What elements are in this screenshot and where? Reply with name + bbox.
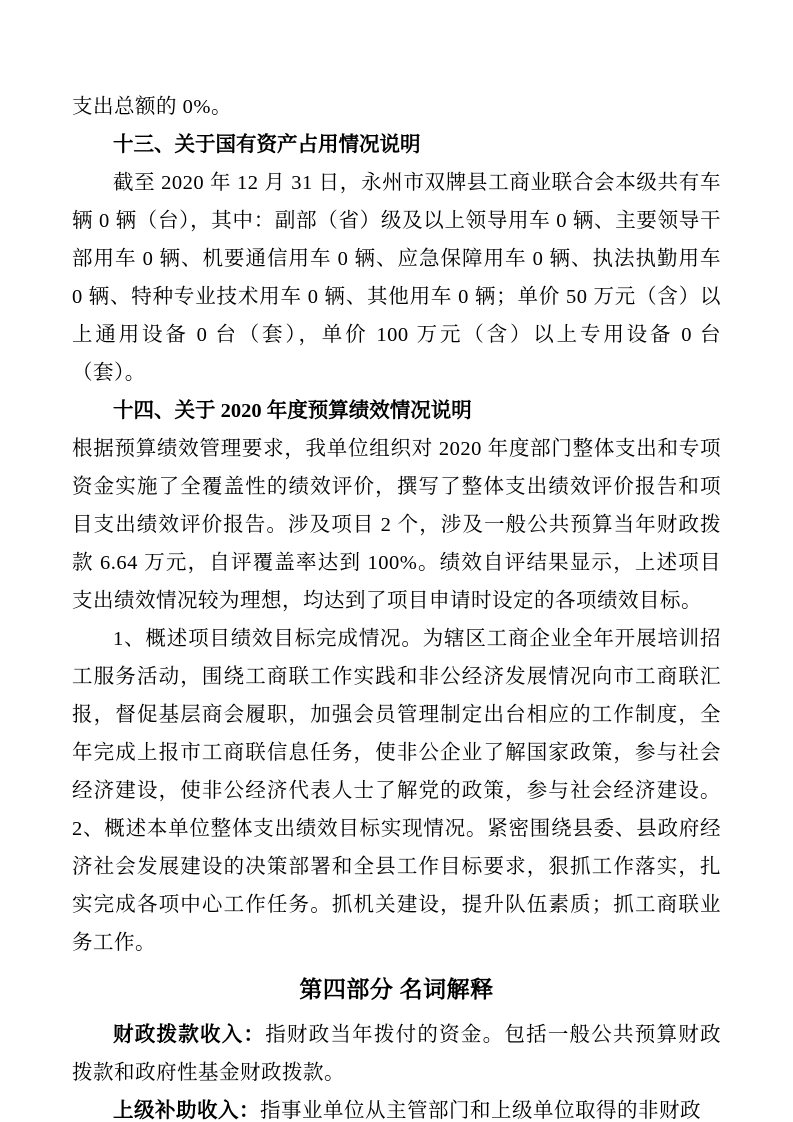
definition-superior-subsidy-income — [72, 1092, 721, 1122]
definition-term: 财政拨款收入： — [113, 1024, 266, 1046]
paragraph-continuation: 支出总额的 0%。 — [72, 96, 232, 118]
paragraph-performance-overview: 根据预算绩效管理要求，我单位组织对 2020 年度部门整体支出和专项资金实施了全覆盖性的绩效评价，撰写了整体支出绩效评价报告和项目支出绩效评价报告。涉及项目 2 个，涉及一般公共预算当年财政拨款 6.64 万元，自评覆盖率达到 100%。绩效自评结果显示，上述项目支出绩效情况较为理想，均达到了项目申请时设定的各项绩效目标。 — [72, 438, 721, 612]
heading-section-13: 十三、关于国有资产占用情况说明 — [113, 134, 421, 156]
definition-term: 上级补助收入： — [113, 1100, 260, 1122]
paragraph-assets-occupation: 截至 2020 年 12 月 31 日，永州市双牌县工商业联合会本级共有车辆 0 辆（台），其中：副部（省）级及以上领导用车 0 辆、主要领导干部用车 0 辆、机要通信用车 0 辆、应急保障用车 0 辆、执法执勤用车 0 辆、特种专业技术用车 0 辆、其他用车 0 辆；单价 50 万元（含）以上通用设备 0 台（套），单价 100 万元（含）以上专用设备 0 台（套）。 — [72, 172, 721, 384]
part-four-title: 第四部分 名词解释 — [299, 977, 494, 1002]
definition-text: 指事业单位从主管部门和上级单位取得的非财政 — [260, 1100, 701, 1122]
definition-fiscal-appropriation-income — [72, 1016, 721, 1092]
paragraph-performance-detail: 1、概述项目绩效目标完成情况。为辖区工商企业全年开展培训招工服务活动，围绕工商联工作实践和非公经济发展情况向市工商联汇报，督促基层商会履职，加强会员管理制定出台相应的工作制度，全年完成上报市工商联信息任务，使非公企业了解国家政策，参与社会经济建设，使非公经济代表人士了解党的政策，参与社会经济建设。2、概述本单位整体支出绩效目标实现情况。紧密围绕县委、县政府经济社会发展建设的决策部署和全县工作目标要求，狠抓工作落实，扎实完成各项中心工作任务。抓机关建设，提升队伍素质；抓工商联业务工作。 — [72, 628, 721, 954]
definition-text: 指财政当年拨付的资金。包括一般公共预算财政拨款和政府性基金财政拨款。 — [72, 1024, 722, 1084]
heading-section-14: 十四、关于 2020 年度预算绩效情况说明 — [113, 400, 472, 422]
